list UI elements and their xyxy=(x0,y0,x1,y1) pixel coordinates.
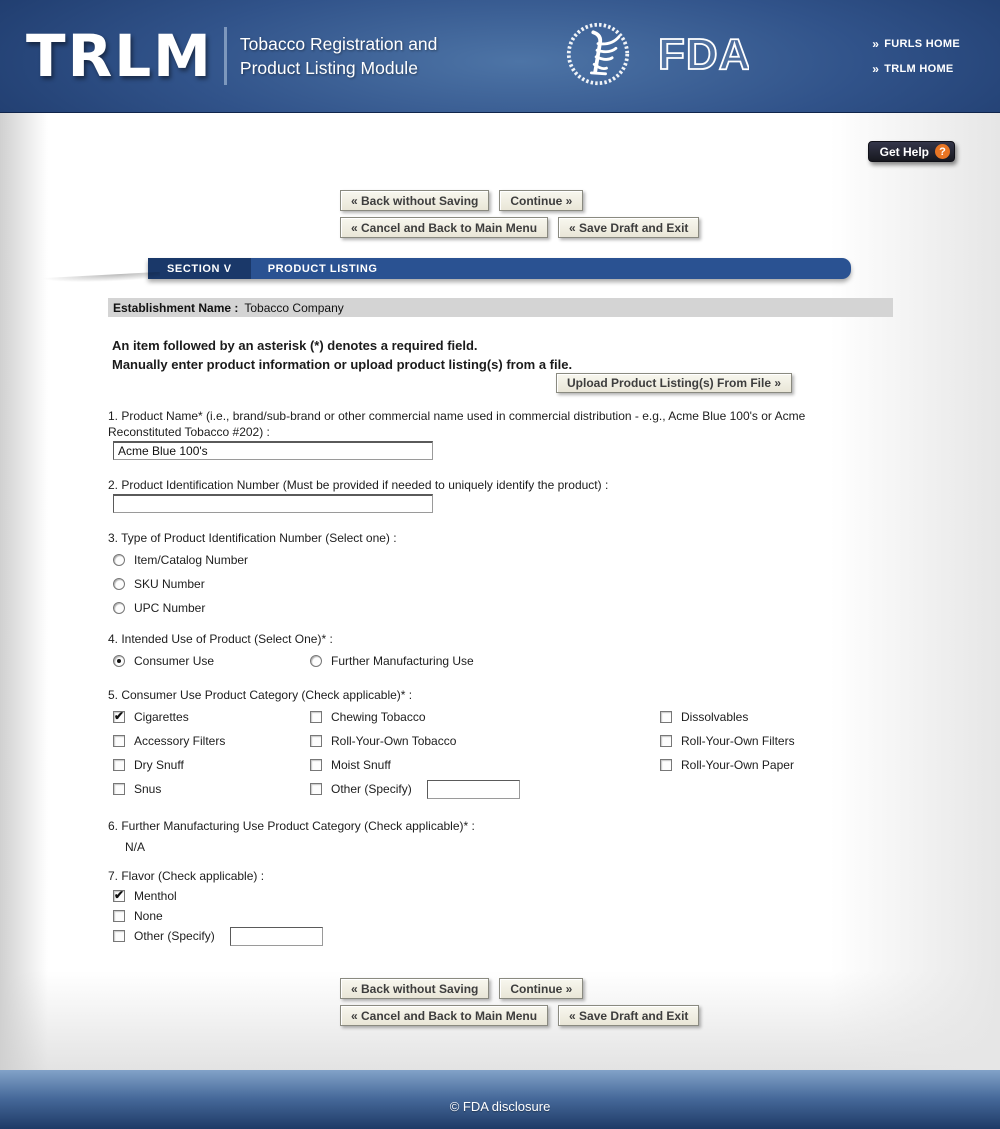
question-further-manufacturing-category xyxy=(108,818,878,854)
product-id-number-input[interactable] xyxy=(113,494,433,513)
checkbox-other-flavor[interactable] xyxy=(113,926,878,946)
not-applicable-value: N/A xyxy=(125,840,146,854)
form-instructions xyxy=(112,336,1000,374)
back-without-saving-button[interactable]: « Back without Saving xyxy=(340,190,489,211)
radio-label: Further Manufacturing Use xyxy=(331,654,474,668)
top-nav-buttons xyxy=(0,113,1000,238)
checkbox-label: Moist Snuff xyxy=(331,758,391,772)
checkbox-cigarettes[interactable] xyxy=(113,705,310,729)
fda-logo xyxy=(657,31,749,82)
get-help-button[interactable] xyxy=(868,141,955,162)
nav-button-row xyxy=(340,978,1000,999)
cancel-back-main-menu-button[interactable]: « Cancel and Back to Main Menu xyxy=(340,217,548,238)
checkbox-moist-snuff[interactable] xyxy=(310,753,660,777)
question-label: 1. Product Name* (i.e., brand/sub-brand or other commercial name used in commercial distribution - e.g., Acme Blue 100's or Acme Reconstituted Tobacco #202) : xyxy=(108,409,806,439)
logo-divider xyxy=(224,27,227,85)
checkbox-label: Dissolvables xyxy=(681,710,749,724)
checkbox-label: Roll-Your-Own Tobacco xyxy=(331,734,457,748)
fda-disclosure-text[interactable]: © FDA disclosure xyxy=(449,1099,551,1114)
question-label: 5. Consumer Use Product Category (Check applicable)* : xyxy=(108,688,413,702)
help-question-icon: ? xyxy=(935,144,950,159)
radio-icon[interactable] xyxy=(113,554,125,566)
question-label: 7. Flavor (Check applicable) : xyxy=(108,869,265,883)
checkbox-dissolvables[interactable] xyxy=(660,705,878,729)
checkbox-label: Cigarettes xyxy=(134,710,189,724)
question-product-id-number xyxy=(108,477,878,513)
question-label: 4. Intended Use of Product (Select One)* : xyxy=(108,632,333,646)
question-label: 6. Further Manufacturing Use Product Category (Check applicable)* : xyxy=(108,819,475,833)
checkbox-icon[interactable] xyxy=(310,711,322,723)
required-field-note: An item followed by an asterisk (*) denotes a required field. xyxy=(112,338,478,353)
checkbox-label: Other (Specify) xyxy=(331,782,412,796)
upload-row xyxy=(108,373,1000,393)
question-id-number-type xyxy=(108,530,878,620)
checkbox-icon[interactable] xyxy=(113,910,125,922)
checkbox-icon[interactable] xyxy=(660,711,672,723)
checkbox-dry-snuff[interactable] xyxy=(113,753,310,777)
other-consumer-specify-input[interactable] xyxy=(427,780,520,799)
checkbox-icon[interactable] xyxy=(310,783,322,795)
radio-upc-number[interactable] xyxy=(113,596,878,620)
question-intended-use xyxy=(108,631,878,673)
nav-button-row xyxy=(340,1005,1000,1026)
furls-home-label: FURLS HOME xyxy=(884,37,960,50)
checkbox-label: Dry Snuff xyxy=(134,758,184,772)
checkbox-label: Accessory Filters xyxy=(134,734,226,748)
checkbox-snus[interactable] xyxy=(113,777,310,801)
checkbox-icon[interactable] xyxy=(113,930,125,942)
checkbox-label: Roll-Your-Own Filters xyxy=(681,734,795,748)
save-draft-exit-button[interactable]: « Save Draft and Exit xyxy=(558,217,699,238)
checkbox-group-flavor xyxy=(108,886,878,946)
radio-icon[interactable] xyxy=(113,578,125,590)
nav-button-row xyxy=(340,217,1000,238)
radio-label: UPC Number xyxy=(134,601,206,615)
checkbox-icon[interactable] xyxy=(660,759,672,771)
trlm-home-link[interactable] xyxy=(872,62,960,76)
establishment-bar xyxy=(108,298,893,317)
checkbox-icon[interactable] xyxy=(113,735,125,747)
checkbox-column-3 xyxy=(660,705,878,801)
get-help-label: Get Help xyxy=(879,144,929,159)
checkbox-column-1 xyxy=(113,705,310,801)
question-label: 2. Product Identification Number (Must be provided if needed to uniquely identify the product) : xyxy=(108,478,609,492)
page-footer xyxy=(0,1070,1000,1129)
chevron-right-icon: » xyxy=(872,36,880,51)
checkbox-icon[interactable] xyxy=(113,783,125,795)
svg-text:FDA: FDA xyxy=(658,30,750,77)
manual-entry-note: Manually enter product information or upload product listing(s) from a file. xyxy=(112,357,573,372)
nav-button-row xyxy=(340,190,1000,211)
save-draft-exit-button[interactable]: « Save Draft and Exit xyxy=(558,1005,699,1026)
checkbox-menthol[interactable] xyxy=(113,886,878,906)
app-title-line1: Tobacco Registration and xyxy=(239,34,438,54)
trlm-home-label: TRLM HOME xyxy=(884,62,954,75)
tab-product-listing: PRODUCT LISTING xyxy=(267,262,378,275)
trlm-logo: TRLM xyxy=(26,22,213,90)
checkbox-roll-your-own-filters[interactable] xyxy=(660,729,878,753)
checkbox-grid xyxy=(108,705,878,801)
checkbox-label: Roll-Your-Own Paper xyxy=(681,758,794,772)
furls-home-link[interactable] xyxy=(872,37,960,51)
continue-button[interactable]: Continue » xyxy=(499,978,583,999)
back-without-saving-button[interactable]: « Back without Saving xyxy=(340,978,489,999)
cancel-back-main-menu-button[interactable]: « Cancel and Back to Main Menu xyxy=(340,1005,548,1026)
question-label: 3. Type of Product Identification Number (Select one) : xyxy=(108,531,397,545)
checkbox-roll-your-own-tobacco[interactable] xyxy=(310,729,660,753)
radio-group-id-type xyxy=(108,548,878,620)
radio-icon[interactable] xyxy=(113,602,125,614)
chevron-right-icon: » xyxy=(872,61,880,76)
question-product-name xyxy=(108,408,878,460)
question-consumer-use-category xyxy=(108,687,878,801)
question-flavor xyxy=(108,868,878,946)
checkbox-icon[interactable] xyxy=(113,890,125,902)
checkbox-label: Menthol xyxy=(134,889,177,903)
checkbox-accessory-filters[interactable] xyxy=(113,729,310,753)
checkbox-icon[interactable] xyxy=(310,735,322,747)
radio-consumer-use[interactable] xyxy=(113,649,310,673)
radio-further-manufacturing-use[interactable] xyxy=(310,649,474,673)
checkbox-other-consumer[interactable] xyxy=(310,777,660,801)
establishment-name-value: Tobacco Company xyxy=(244,300,344,315)
checkbox-roll-your-own-paper[interactable] xyxy=(660,753,878,777)
checkbox-label: Snus xyxy=(134,782,162,796)
app-header xyxy=(0,0,1000,113)
product-name-input[interactable] xyxy=(113,441,433,460)
checkbox-column-2 xyxy=(310,705,660,801)
app-title xyxy=(240,32,437,80)
checkbox-none[interactable] xyxy=(113,906,878,926)
checkbox-icon[interactable] xyxy=(113,759,125,771)
app-title-line2: Product Listing Module xyxy=(239,58,418,78)
other-flavor-specify-input[interactable] xyxy=(230,927,323,946)
checkbox-icon[interactable] xyxy=(310,759,322,771)
checkbox-label: Other (Specify) xyxy=(134,929,215,943)
section-tab-bar xyxy=(148,258,851,279)
checkbox-icon[interactable] xyxy=(660,735,672,747)
radio-icon[interactable] xyxy=(310,655,322,667)
radio-item-catalog-number[interactable] xyxy=(113,548,878,572)
radio-sku-number[interactable] xyxy=(113,572,878,596)
checkbox-chewing-tobacco[interactable] xyxy=(310,705,660,729)
bottom-nav-buttons xyxy=(0,978,1000,1026)
header-nav xyxy=(872,37,960,76)
checkbox-label: Chewing Tobacco xyxy=(331,710,426,724)
radio-group-intended-use xyxy=(108,649,878,673)
radio-icon[interactable] xyxy=(113,655,125,667)
checkbox-label: None xyxy=(134,909,163,923)
checkbox-icon[interactable] xyxy=(113,711,125,723)
hhs-eagle-logo xyxy=(565,21,631,92)
radio-label: Item/Catalog Number xyxy=(134,553,249,567)
radio-label: SKU Number xyxy=(134,577,205,591)
upload-product-listings-button[interactable]: Upload Product Listing(s) From File » xyxy=(556,373,792,393)
continue-button[interactable]: Continue » xyxy=(499,190,583,211)
tab-section-v: SECTION V xyxy=(148,258,251,279)
radio-label: Consumer Use xyxy=(134,654,215,668)
establishment-name-label: Establishment Name : xyxy=(113,300,239,315)
